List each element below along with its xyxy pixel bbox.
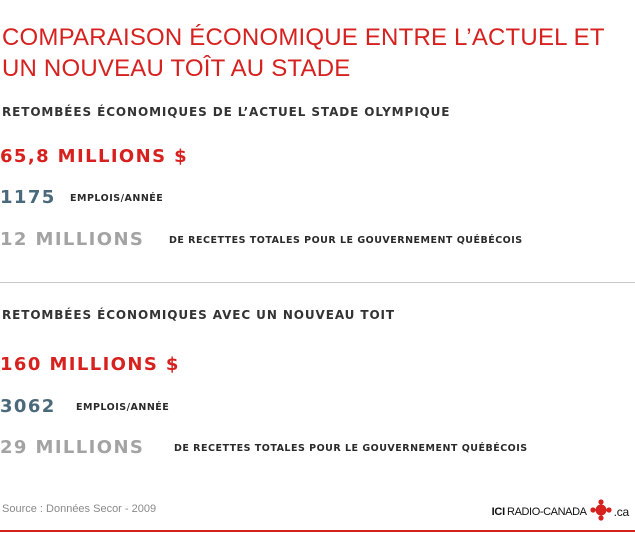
bottom-red-rule bbox=[0, 530, 635, 532]
logo-name-text: RADIO-CANADA bbox=[507, 506, 587, 518]
source-note: Source : Données Secor - 2009 bbox=[2, 503, 157, 515]
jobs-label-new: EMPLOIS/ANNÉE bbox=[76, 402, 170, 413]
logo-domain-text: .ca bbox=[613, 505, 629, 519]
section-divider bbox=[0, 282, 635, 283]
revenue-label-new: DE RECETTES TOTALES POUR LE GOUVERNEMENT QUÉBÉCOIS bbox=[174, 443, 528, 454]
section-heading-current: RETOMBÉES ÉCONOMIQUES DE L’ACTUEL STADE OLYMPIQUE bbox=[2, 105, 451, 119]
economic-impact-new: 160 MILLIONS $ bbox=[0, 354, 180, 375]
section-heading-new: RETOMBÉES ÉCONOMIQUES AVEC UN NOUVEAU TOIT bbox=[2, 308, 396, 322]
cbc-gem-icon bbox=[589, 498, 613, 527]
logo-ici-text: ICI bbox=[491, 506, 506, 518]
jobs-label-current: EMPLOIS/ANNÉE bbox=[70, 193, 164, 204]
jobs-value-new: 3062 bbox=[0, 396, 56, 417]
economic-impact-current: 65,8 MILLIONS $ bbox=[0, 146, 189, 167]
jobs-value-current: 1175 bbox=[0, 187, 56, 208]
revenue-label-current: DE RECETTES TOTALES POUR LE GOUVERNEMENT QUÉBÉCOIS bbox=[169, 235, 523, 246]
revenue-value-current: 12 MILLIONS bbox=[0, 229, 145, 250]
radio-canada-logo[interactable] bbox=[492, 500, 629, 524]
revenue-value-new: 29 MILLIONS bbox=[0, 437, 145, 458]
page-title: COMPARAISON ÉCONOMIQUE ENTRE L’ACTUEL ET UN NOUVEAU TOÎT AU STADE bbox=[2, 24, 605, 82]
